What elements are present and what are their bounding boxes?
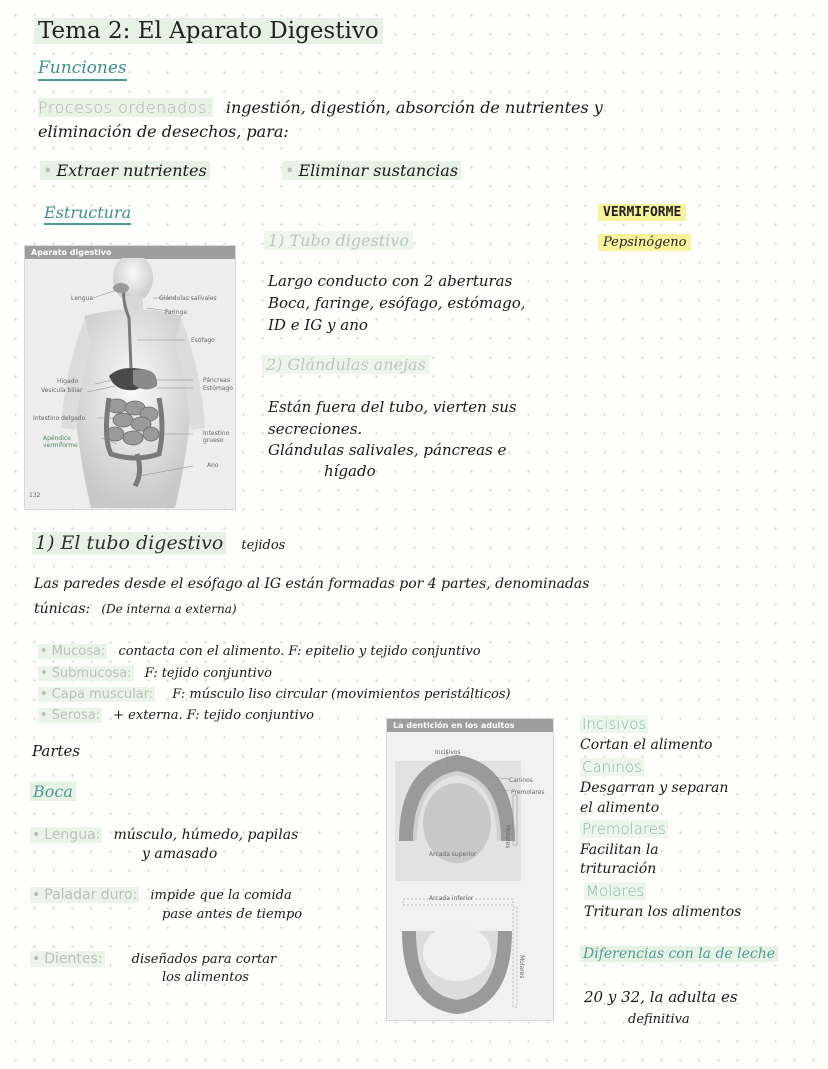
tunica-serosa [38,704,314,723]
dentition-figure [386,718,554,1021]
procesos-label: Procesos ordenados: [38,98,213,117]
bullet-eliminar-text: • Eliminar sustancias [282,161,461,180]
incisivos-line-1: Cortan el alimento [580,737,713,753]
label-lengua: Lengua [71,295,94,302]
procesos-line-2: eliminación de desechos, para: [38,122,289,141]
dientes-item [30,948,276,967]
tunica-desc: contacta con el alimento. F: epitelio y tejido conjuntivo [118,644,481,659]
tubo-line-3: ID e IG y ano [268,316,368,334]
procesos-line [38,98,603,117]
tubo-paredes-line-1: Las paredes desde el esófago al IG están formadas por 4 partes, denominadas [34,576,590,592]
label-premolares: Premolares [511,789,545,796]
caninos-line-2: el alimento [580,800,660,816]
diferencias-line-1: 20 y 32, la adulta es [584,988,738,1006]
lengua-line-1: músculo, húmedo, papilas [113,827,299,843]
label-pancreas: Páncreas [203,377,230,384]
dientes-term: • Dientes: [30,951,105,967]
glandulas-line-1: Están fuera del tubo, vierten sus [268,398,517,416]
paladar-item [30,884,292,903]
tunica-mucosa [38,640,481,659]
premolares-term: Premolares [582,820,666,838]
tunicas-order: (De interna a externa) [101,602,237,616]
label-apendice: Apéndice vermiforme [43,435,78,449]
tubo-line-2: Boca, faringe, esófago, estómago, [268,294,526,312]
bullet-eliminar [282,161,461,180]
tunica-desc: + externa. F: tejido conjuntivo [113,708,314,723]
bullet-extraer-text: • Extraer nutrientes [40,161,210,180]
figure-page-number: 132 [29,492,41,499]
tubo-digestivo-subheading: 1) Tubo digestivo [264,231,413,250]
boca-heading: Boca [30,782,76,801]
tag-vermiforme: VERMIFORME [598,204,686,221]
tunica-term: • Serosa: [38,708,102,723]
estructura-heading: Estructura [44,203,131,225]
label-higado: Hígado [57,378,79,385]
label-intestino-grueso: Intestino grueso [203,430,230,444]
lengua-line-2: y amasado [142,846,218,862]
label-esofago: Esófago [191,337,215,344]
premolares-line-1: Facilitan la [580,842,659,858]
label-estomago: Estómago [203,385,233,392]
tunica-muscular [38,683,511,702]
label-arcada-superior: Arcada superior [429,851,477,858]
glandulas-subheading: 2) Glándulas anejas [262,355,430,374]
label-intestino-delgado: Intestino delgado [33,415,86,422]
label-faringe: Faringe [165,309,188,316]
funciones-heading: Funciones [38,58,127,81]
dientes-line-2: los alimentos [162,970,249,985]
digestive-system-figure [24,245,236,510]
caninos-term: Caninos [582,758,642,776]
label-molares-lower: Molares [518,955,525,979]
tunica-term: • Mucosa: [38,644,107,659]
lengua-term: • Lengua: [30,827,102,843]
paladar-term: • Paladar duro: [30,887,139,903]
diferencias-line-2: definitiva [628,1012,690,1027]
glandulas-line-2: secreciones. [268,420,363,438]
procesos-text: ingestión, digestión, absorción de nutrientes y [225,98,603,117]
paladar-line-2: pase antes de tiempo [162,907,303,922]
teeth-illustration [387,731,553,1021]
tunica-term: • Capa muscular: [38,687,155,702]
tunica-submucosa [38,662,272,681]
tubo-section-heading [32,532,285,554]
paladar-line-1: impide que la comida [150,888,292,903]
tunica-desc: F: músculo liso circular (movimientos peristálticos) [172,687,511,702]
label-vesicula: Vesícula biliar [41,387,83,394]
tunicas-word: túnicas: [34,601,91,617]
figure-header: Aparato digestivo [25,246,235,259]
diferencias-heading: Diferencias con la de leche [580,946,778,962]
lengua-item [30,824,298,843]
label-glandulas: Glándulas salivales [159,295,217,302]
label-incisivos: Incisivos [435,749,461,756]
tubo-heading-text: 1) El tubo digestivo [32,532,226,554]
dientes-line-1: diseñados para cortar [131,952,277,967]
tubo-line-1: Largo conducto con 2 aberturas [268,272,513,290]
glandulas-line-3: Glándulas salivales, páncreas e [268,441,507,459]
label-caninos: Caninos [509,777,533,784]
tubo-paredes-line-2 [34,598,237,617]
premolares-line-2: trituración [580,861,657,877]
molares-term: Molares [586,882,645,900]
caninos-line-1: Desgarran y separan [580,780,729,796]
tunica-desc: F: tejido conjuntivo [144,666,272,681]
figure-header: La dentición en los adultos [387,719,553,732]
incisivos-term: Incisivos [582,715,647,733]
bullet-extraer [40,161,210,180]
tag-pepsinogeno: Pepsinógeno [598,234,691,251]
page-title: Tema 2: El Aparato Digestivo [34,18,383,44]
molares-line-1: Trituran los alimentos [584,904,742,920]
glandulas-line-4: hígado [324,462,376,480]
tubo-note: tejidos [241,538,286,553]
label-ano: Ano [207,462,219,469]
label-molares-upper: Molares [504,825,511,849]
label-arcada-inferior: Arcada inferior [429,895,474,902]
partes-heading: Partes [32,742,81,760]
tunica-term: • Submucosa: [38,666,134,681]
